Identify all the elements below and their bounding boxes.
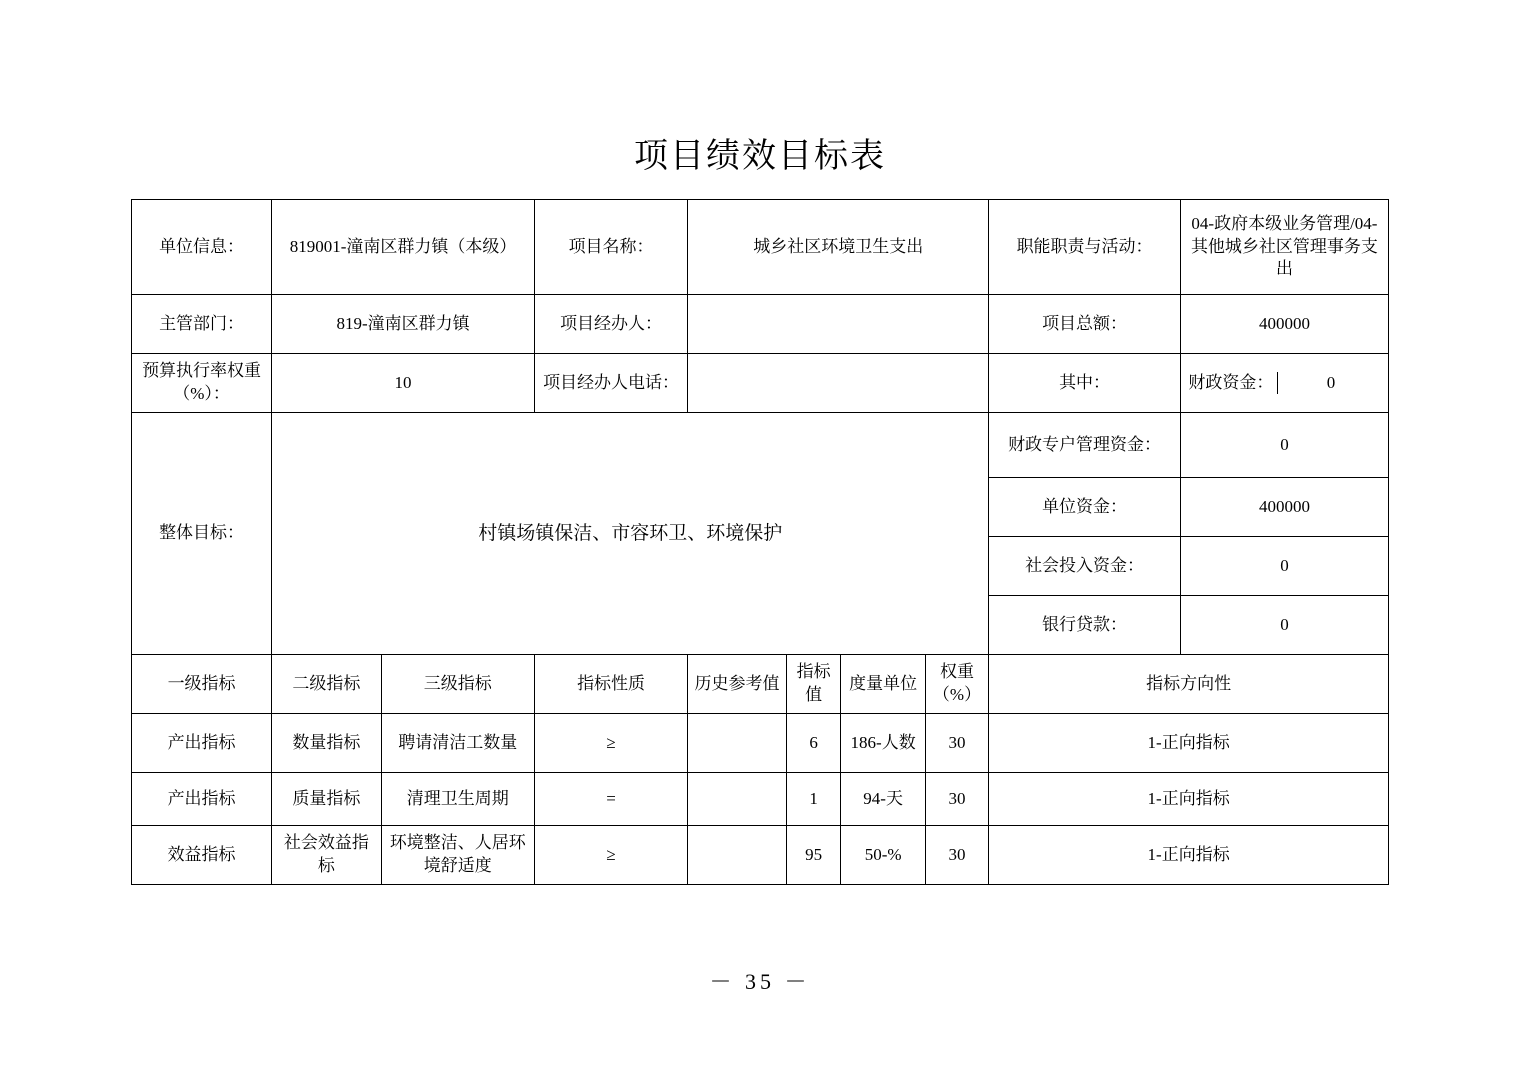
header-level2: 二级指标 (272, 655, 381, 714)
overall-goal-label: 整体目标： (132, 413, 272, 655)
among-label: 其中： (989, 354, 1181, 413)
table-row (132, 773, 1389, 826)
table-row (132, 826, 1389, 885)
dept-label: 主管部门： (132, 295, 272, 354)
row2-value: 95 (786, 826, 841, 885)
unit-info-label: 单位信息： (132, 200, 272, 295)
total-label: 项目总额： (989, 295, 1181, 354)
row0-level2: 数量指标 (272, 714, 381, 773)
row1-level3: 清理卫生周期 (381, 773, 534, 826)
bank-loan-label: 银行贷款： (989, 596, 1181, 655)
function-label: 职能职责与活动： (989, 200, 1181, 295)
handler-phone-label: 项目经办人电话： (534, 354, 687, 413)
row0-value: 6 (786, 714, 841, 773)
row2-weight: 30 (925, 826, 989, 885)
header-weight: 权重（%） (925, 655, 989, 714)
row2-level1: 效益指标 (132, 826, 272, 885)
budget-rate-value: 10 (272, 354, 535, 413)
bank-loan-value: 0 (1180, 596, 1388, 655)
table-row (132, 200, 1389, 295)
table-row (132, 413, 1389, 478)
total-value: 400000 (1180, 295, 1388, 354)
overall-goal-value: 村镇场镇保洁、市容环卫、环境保护 (272, 413, 989, 655)
budget-rate-label: 预算执行率权重（%）： (132, 354, 272, 413)
project-name-value: 城乡社区环境卫生支出 (688, 200, 989, 295)
unit-info-value: 819001-潼南区群力镇（本级） (272, 200, 535, 295)
unit-fund-value: 400000 (1180, 478, 1388, 537)
row0-weight: 30 (925, 714, 989, 773)
function-value: 04-政府本级业务管理/04-其他城乡社区管理事务支出 (1180, 200, 1388, 295)
header-unit: 度量单位 (841, 655, 925, 714)
header-value: 指标值 (786, 655, 841, 714)
handler-value (688, 295, 989, 354)
row1-unit: 94-天 (841, 773, 925, 826)
header-level3: 三级指标 (381, 655, 534, 714)
special-fund-value: 0 (1180, 413, 1388, 478)
handler-label: 项目经办人： (534, 295, 687, 354)
row0-nature: ≥ (534, 714, 687, 773)
fiscal-fund-value: 0 (1326, 372, 1336, 392)
project-name-label: 项目名称： (534, 200, 687, 295)
row2-direction: 1-正向指标 (989, 826, 1389, 885)
row1-nature: = (534, 773, 687, 826)
row1-weight: 30 (925, 773, 989, 826)
page-number: － 35 － (709, 969, 811, 994)
row1-history (688, 773, 787, 826)
table-row (132, 354, 1389, 413)
header-level1: 一级指标 (132, 655, 272, 714)
special-fund-label: 财政专户管理资金： (989, 413, 1181, 478)
unit-fund-label: 单位资金： (989, 478, 1181, 537)
row2-level3: 环境整洁、人居环境舒适度 (381, 826, 534, 885)
social-fund-value: 0 (1180, 537, 1388, 596)
performance-target-table (131, 199, 1389, 885)
header-history: 历史参考值 (688, 655, 787, 714)
row2-history (688, 826, 787, 885)
row0-level1: 产出指标 (132, 714, 272, 773)
social-fund-label: 社会投入资金： (989, 537, 1181, 596)
row0-history (688, 714, 787, 773)
dept-value: 819-潼南区群力镇 (272, 295, 535, 354)
row1-level2: 质量指标 (272, 773, 381, 826)
row1-level1: 产出指标 (132, 773, 272, 826)
fiscal-fund-row (1180, 354, 1388, 413)
row2-level2: 社会效益指标 (272, 826, 381, 885)
row2-unit: 50-% (841, 826, 925, 885)
handler-phone-value (688, 354, 989, 413)
table-row (132, 295, 1389, 354)
header-nature: 指标性质 (534, 655, 687, 714)
page-title: 项目绩效目标表 (634, 138, 886, 175)
fiscal-fund-label: 财政资金： (1185, 372, 1278, 395)
row0-direction: 1-正向指标 (989, 714, 1389, 773)
row0-level3: 聘请清洁工数量 (381, 714, 534, 773)
table-row (132, 714, 1389, 773)
header-direction: 指标方向性 (989, 655, 1389, 714)
indicator-header-row (132, 655, 1389, 714)
performance-target-table-wrap (131, 199, 1389, 885)
row0-unit: 186-人数 (841, 714, 925, 773)
row1-value: 1 (786, 773, 841, 826)
row1-direction: 1-正向指标 (989, 773, 1389, 826)
row2-nature: ≥ (534, 826, 687, 885)
